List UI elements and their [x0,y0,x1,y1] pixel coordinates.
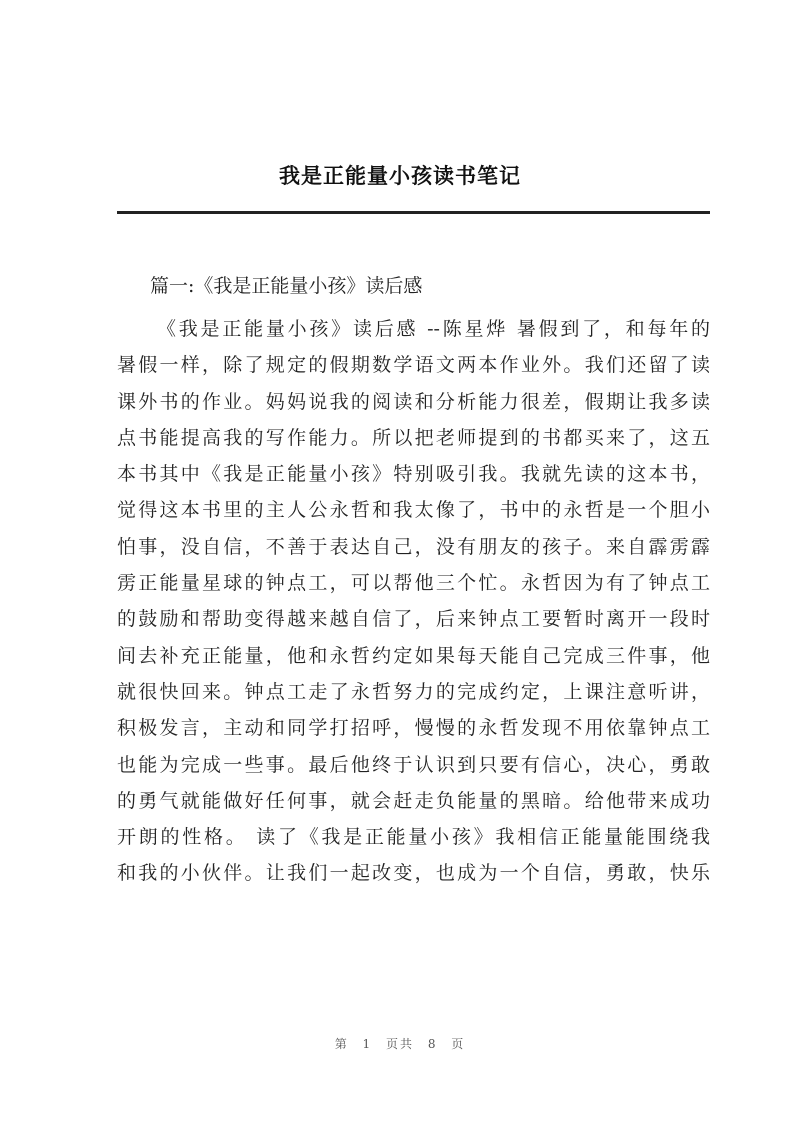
body-line-3: 课外书的作业。妈妈说我的阅读和分析能力很差，假期让我多读 [117,390,710,413]
body-line-14: 的勇气就能做好任何事，就会赶走负能量的黑暗。给他带来成功 [117,789,710,812]
body-line-4: 点书能提高我的写作能力。所以把老师提到的书都买来了，这五 [117,426,710,449]
body-line-12: 积极发言，主动和同学打招呼，慢慢的永哲发现不用依靠钟点工 [117,717,710,740]
body-line-16: 和我的小伙伴。让我们一起改变，也成为一个自信，勇敢，快乐 [117,862,710,885]
body-line-7: 怕事，没自信，不善于表达自己，没有朋友的孩子。来自霹雳霹 [117,535,710,558]
title-underline [117,211,710,214]
document-title: 我是正能量小孩读书笔记 [279,164,521,188]
body-line-15: 开朗的性格。 读了《我是正能量小孩》我相信正能量能围绕我 [117,826,710,849]
body-line-8: 雳正能量星球的钟点工，可以帮他三个忙。永哲因为有了钟点工 [117,572,710,595]
body-text [117,311,710,892]
page-number-footer: 第 1 页共 8 页 [334,1037,466,1051]
body-line-5: 本书其中《我是正能量小孩》特别吸引我。我就先读的这本书， [117,463,710,486]
body-line-1: 《我是正能量小孩》读后感 --陈星烨 暑假到了，和每年的 [157,318,710,340]
body-line-2: 暑假一样，除了规定的假期数学语文两本作业外。我们还留了读 [117,354,710,377]
body-line-11: 就很快回来。钟点工走了永哲努力的完成约定，上课注意听讲， [117,680,710,703]
section-heading: 篇一:《我是正能量小孩》读后感 [150,275,423,297]
body-line-13: 也能为完成一些事。最后他终于认识到只要有信心，决心，勇敢 [117,753,710,776]
body-line-10: 间去补充正能量，他和永哲约定如果每天能自己完成三件事，他 [117,644,710,667]
body-line-6: 觉得这本书里的主人公永哲和我太像了，书中的永哲是一个胆小 [117,499,710,522]
body-line-9: 的鼓励和帮助变得越来越自信了，后来钟点工要暂时离开一段时 [117,608,710,631]
